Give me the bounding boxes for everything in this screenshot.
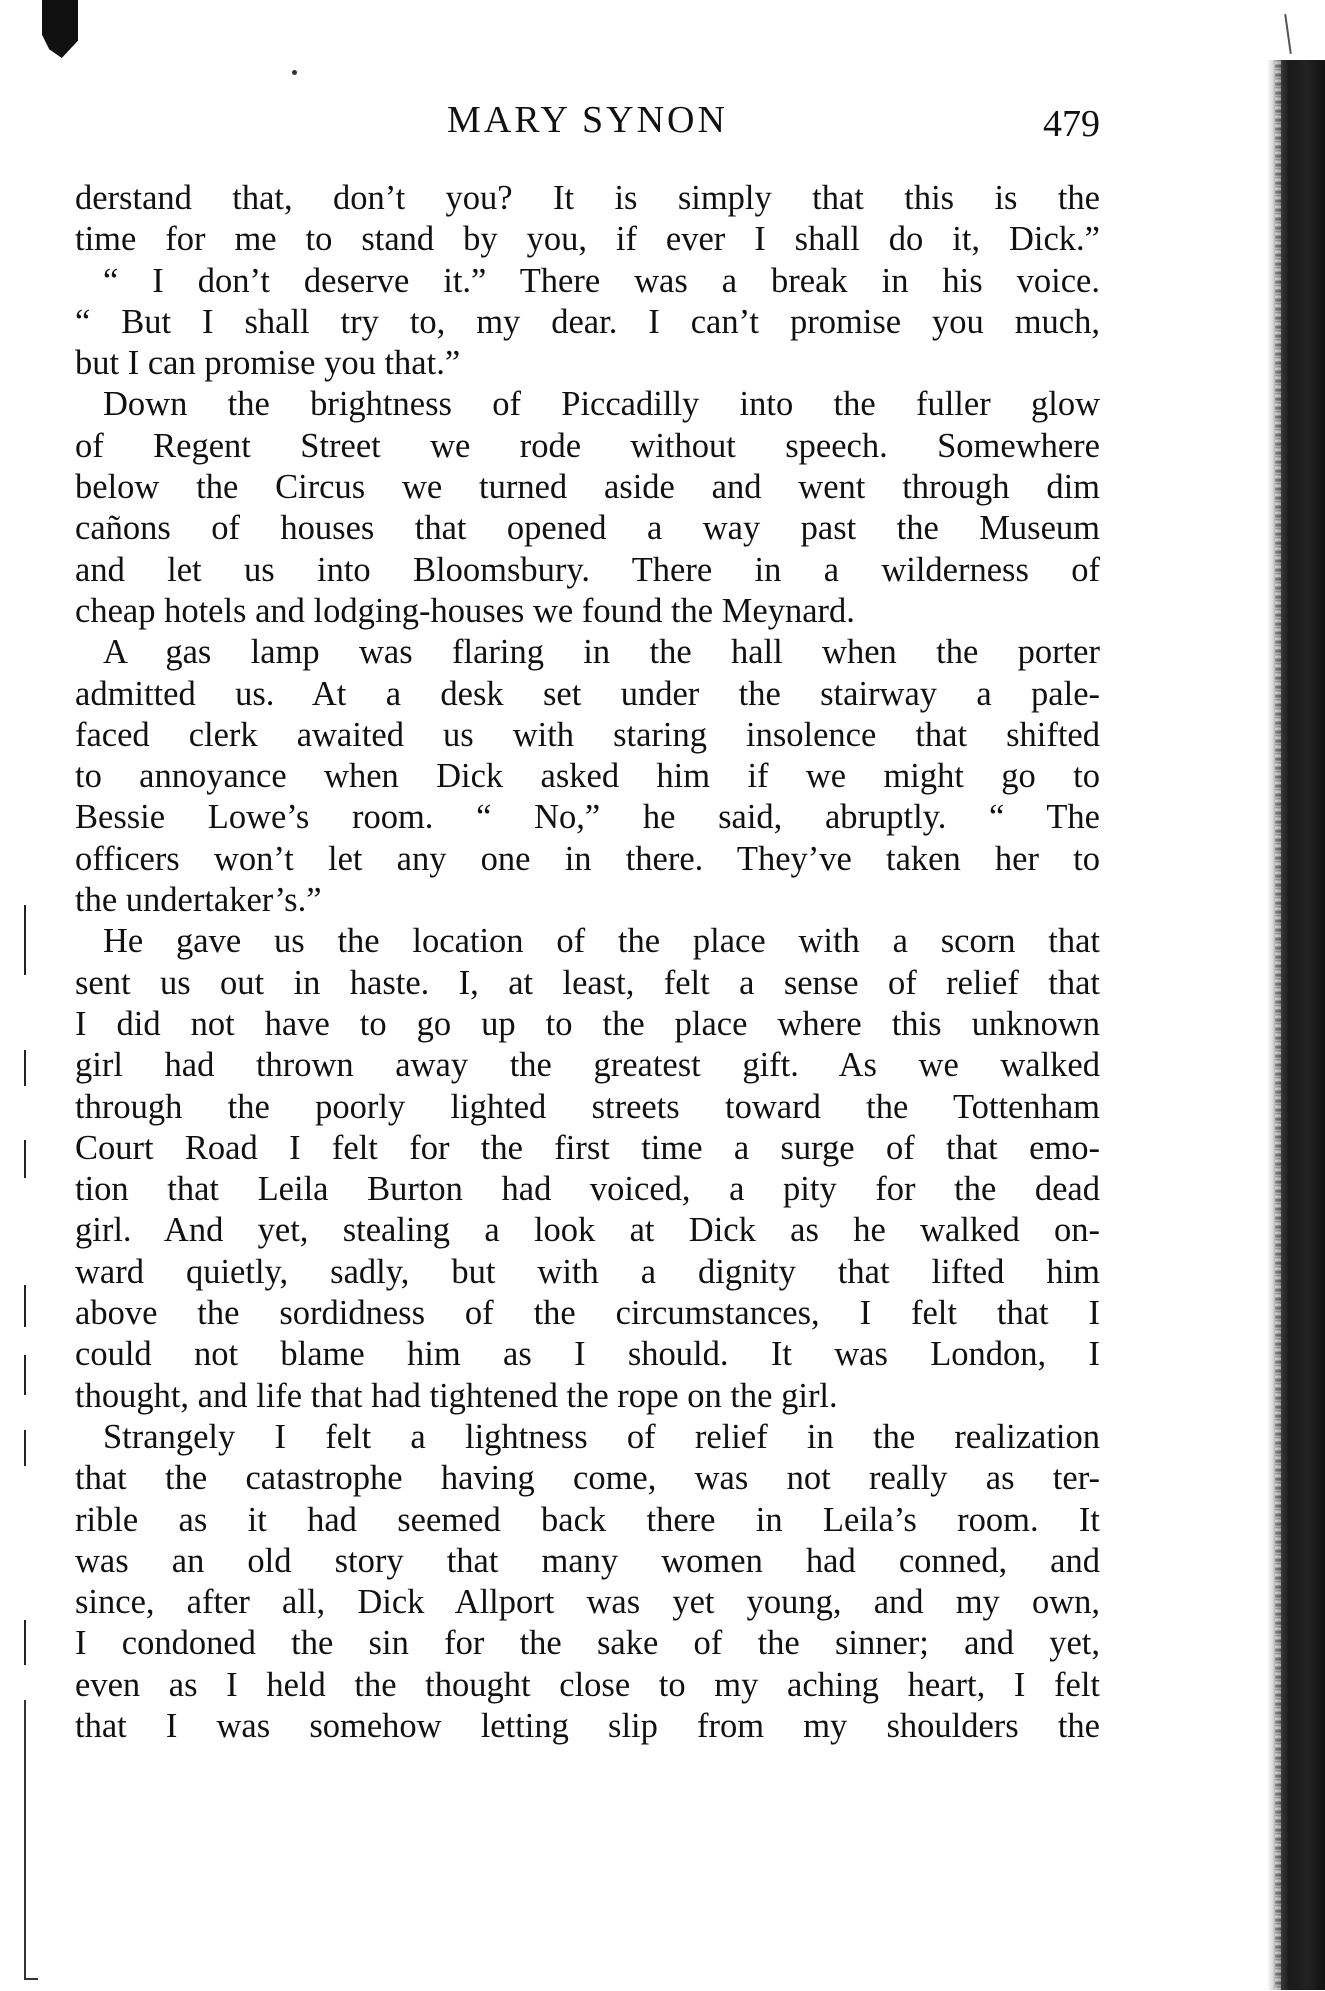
text-line: girl had thrown away the greatest gift. As we walked — [75, 1046, 1100, 1085]
page-number: 479 — [1043, 103, 1100, 145]
margin-tick — [24, 1140, 26, 1178]
text-line: cheap hotels and lodging-houses we found the Meynard. — [75, 591, 855, 630]
scan-binding-edge — [1267, 60, 1325, 1990]
text-line: of Regent Street we rode without speech. Somewhere — [75, 426, 1100, 465]
margin-tick — [24, 1050, 26, 1086]
text-line: “ But I shall try to, my dear. I can’t promise you much, — [75, 302, 1100, 341]
text-line: above the sordidness of the circumstances, I felt that I — [75, 1294, 1100, 1333]
text-line: cañons of houses that opened a way past the Museum — [75, 509, 1100, 548]
text-line: tion that Leila Burton had voiced, a pity for the dead — [75, 1170, 1100, 1209]
text-line: that I was somehow letting slip from my shoulders the — [75, 1706, 1100, 1745]
text-line: was an old story that many women had conned, and — [75, 1541, 1100, 1580]
text-line: ward quietly, sadly, but with a dignity that lifted him — [75, 1252, 1100, 1291]
margin-foot-mark — [24, 1978, 38, 1980]
text-line: admitted us. At a desk set under the stairway a pale- — [75, 674, 1100, 713]
text-line: but I can promise you that.” — [75, 344, 461, 383]
text-line: I condoned the sin for the sake of the sinner; and yet, — [75, 1624, 1100, 1663]
text-line: rible as it had seemed back there in Leila’s room. It — [75, 1500, 1100, 1539]
margin-tick — [24, 905, 26, 975]
running-head — [75, 98, 1100, 148]
text-line: to annoyance when Dick asked him if we might go to — [75, 757, 1100, 796]
text-line: could not blame him as I should. It was London, I — [75, 1335, 1100, 1374]
text-line: that the catastrophe having come, was not really as ter- — [75, 1459, 1100, 1498]
scan-dot-mark — [292, 70, 297, 75]
text-line: derstand that, don’t you? It is simply that this is the — [75, 179, 1100, 217]
text-line: “ I don’t deserve it.” There was a break in his voice. — [103, 261, 1100, 300]
scan-corner-mark — [42, 0, 78, 58]
text-line: faced clerk awaited us with staring insolence that shifted — [75, 715, 1100, 754]
running-head-author: MARY SYNON — [447, 99, 728, 141]
text-line: officers won’t let any one in there. They’ve taken her to — [75, 839, 1100, 878]
text-line: the undertaker’s.” — [75, 881, 322, 920]
text-line: since, after all, Dick Allport was yet young, and my own, — [75, 1583, 1100, 1622]
text-line: Down the brightness of Piccadilly into the fuller glow — [103, 385, 1100, 424]
margin-tick — [24, 1620, 26, 1665]
text-line: and let us into Bloomsbury. There in a wilderness of — [75, 550, 1100, 589]
margin-tick — [24, 1285, 26, 1327]
text-line: Court Road I felt for the first time a surge of that emo- — [75, 1128, 1100, 1167]
text-line: time for me to stand by you, if ever I shall do it, Dick.” — [75, 220, 1100, 259]
text-line: below the Circus we turned aside and went through dim — [75, 468, 1100, 507]
text-line: He gave us the location of the place with a scorn that — [103, 922, 1100, 961]
text-line: through the poorly lighted streets toward the Tottenham — [75, 1087, 1100, 1126]
text-line: sent us out in haste. I, at least, felt a sense of relief that — [75, 963, 1100, 1002]
text-line: girl. And yet, stealing a look at Dick as he walked on- — [75, 1211, 1100, 1250]
text-line: A gas lamp was flaring in the hall when the porter — [103, 633, 1100, 672]
text-line: even as I held the thought close to my aching heart, I felt — [75, 1665, 1100, 1704]
body-text — [75, 178, 1100, 1747]
margin-tick — [24, 1430, 26, 1466]
scan-tick-mark — [1284, 14, 1292, 54]
text-line: Strangely I felt a lightness of relief in the realization — [103, 1417, 1100, 1456]
text-line: Bessie Lowe’s room. “ No,” he said, abruptly. “ The — [75, 798, 1100, 837]
margin-tick — [24, 1355, 26, 1395]
text-line: thought, and life that had tightened the rope on the girl. — [75, 1376, 838, 1415]
text-line: I did not have to go up to the place where this unknown — [75, 1004, 1100, 1043]
margin-line — [24, 1700, 26, 1980]
